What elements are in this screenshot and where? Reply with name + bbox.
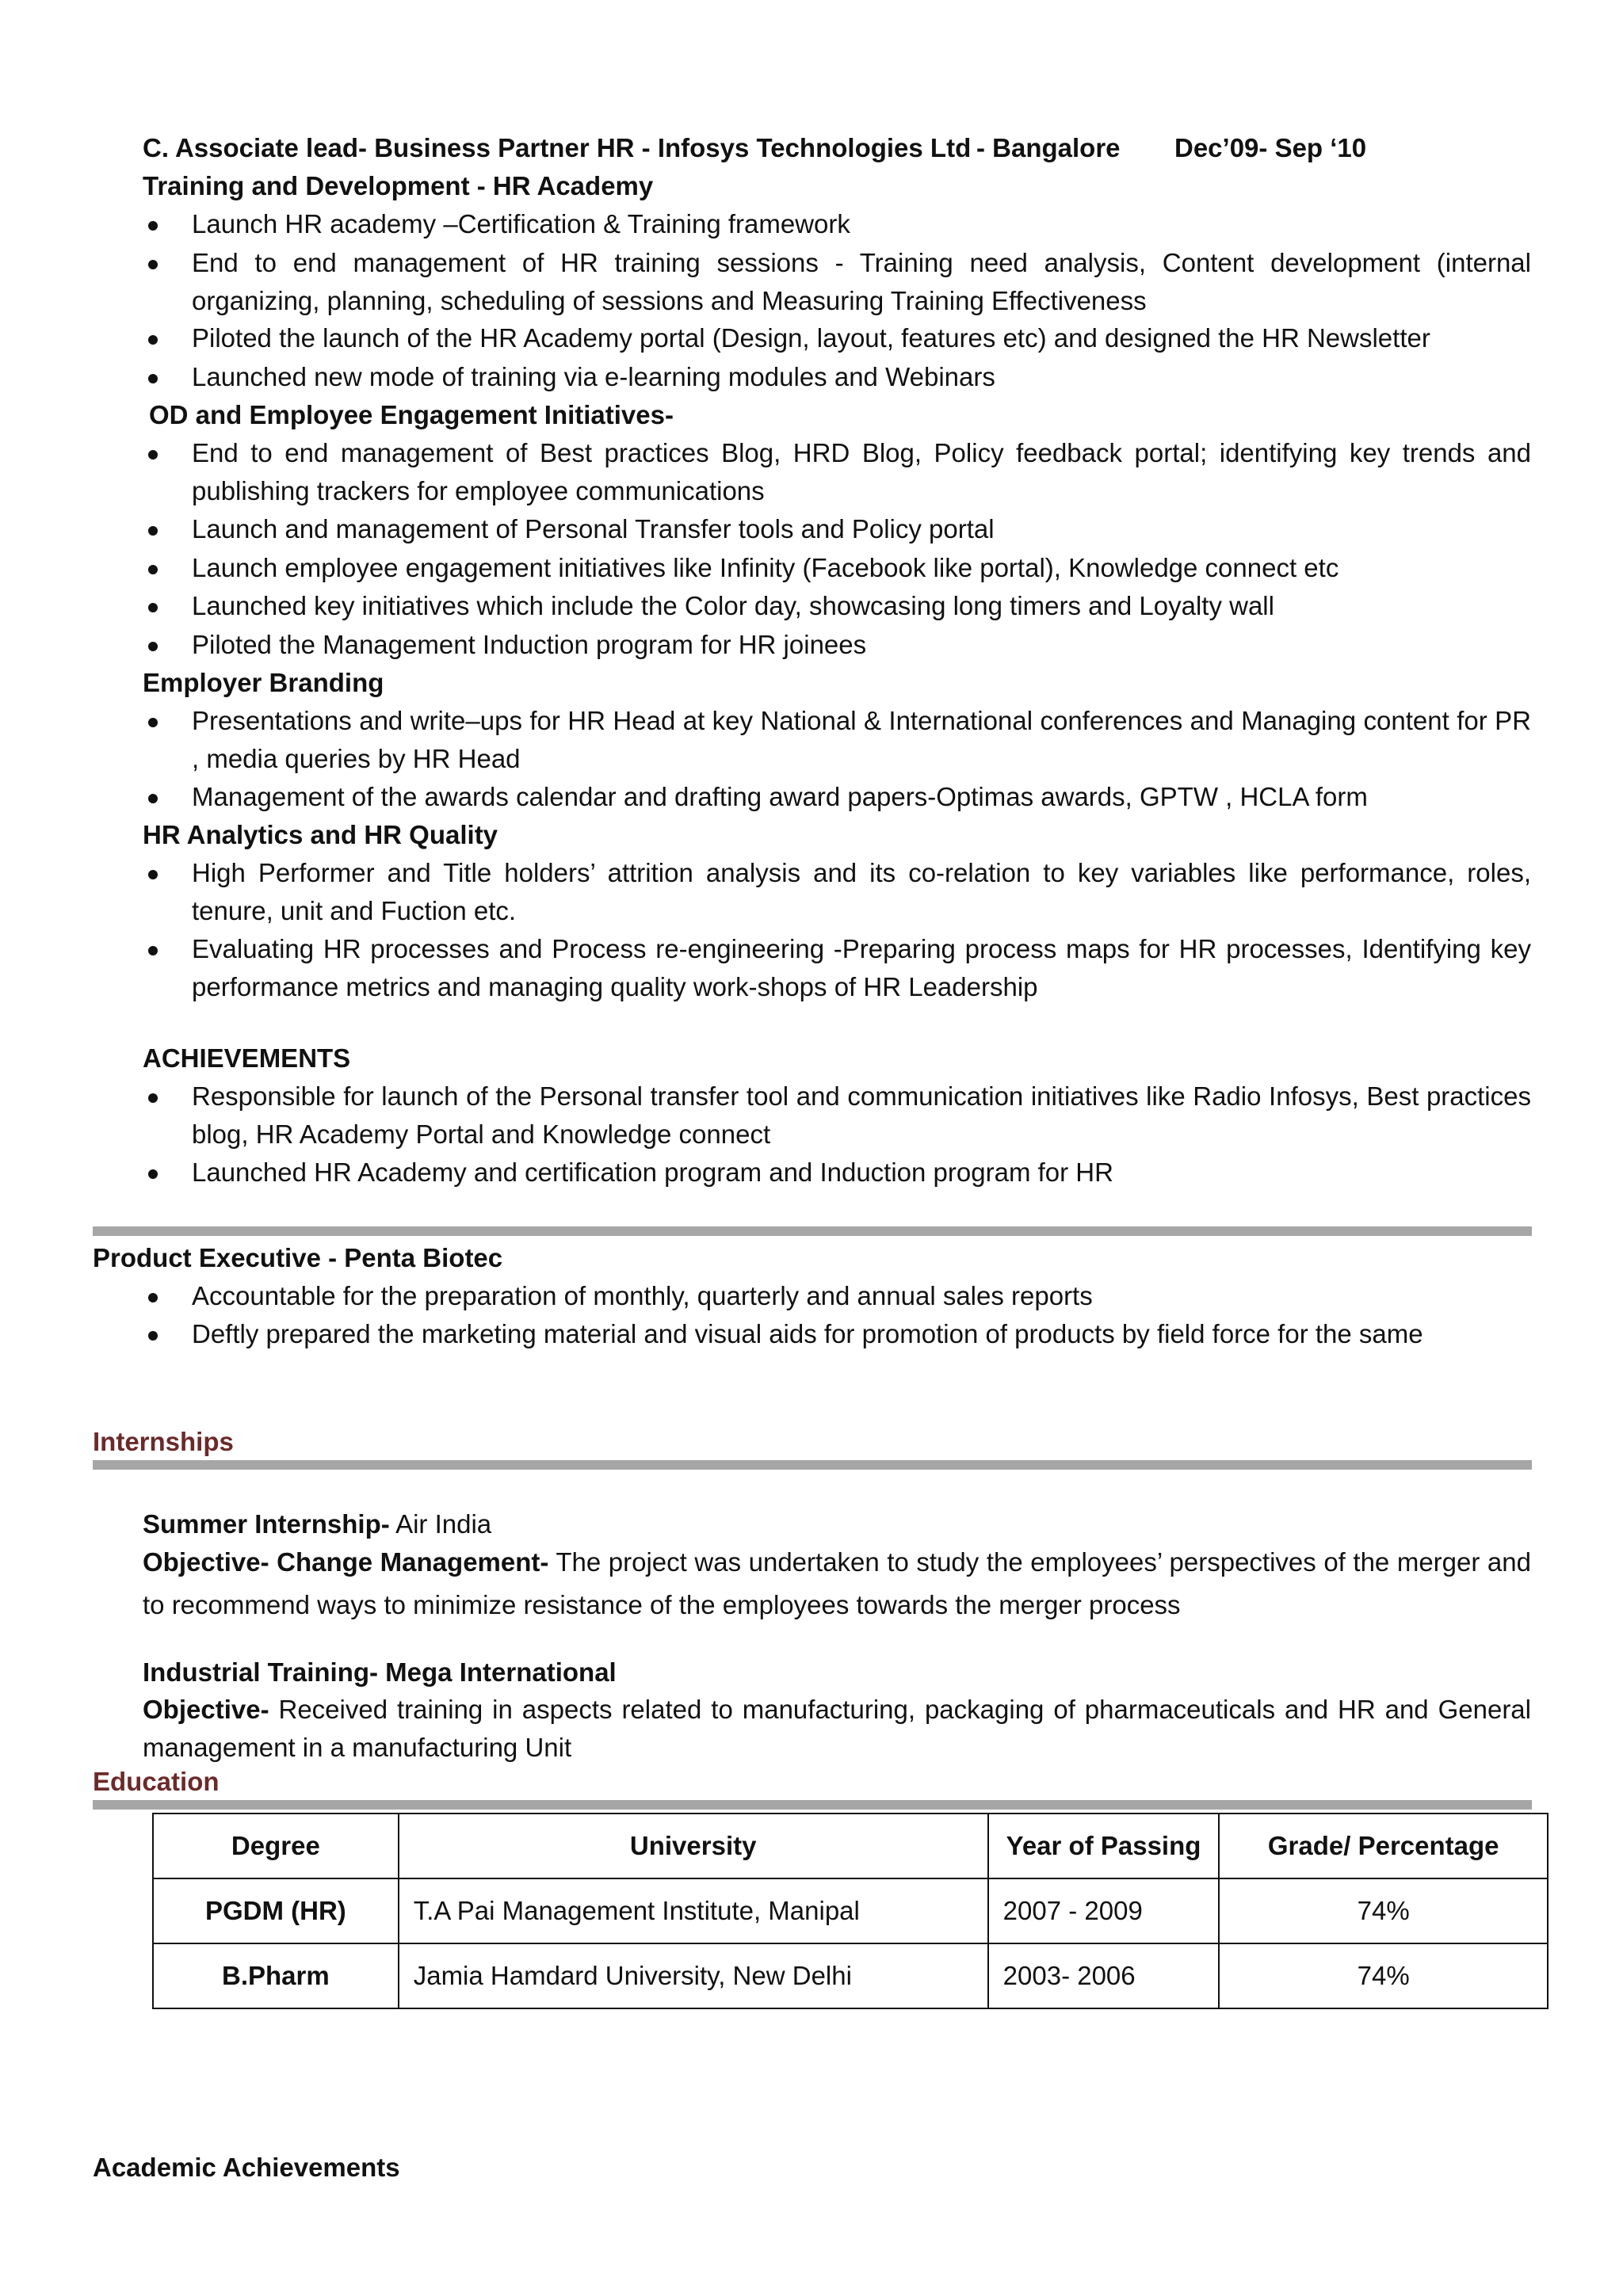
- training-heading: Training and Development - HR Academy: [143, 171, 654, 200]
- bullet-icon: [148, 335, 158, 345]
- education-heading: Education: [93, 1767, 220, 1796]
- job-dates: Dec’09- Sep ‘10: [1174, 133, 1367, 162]
- job-location: - Bangalore: [976, 133, 1121, 162]
- bullet-icon: [148, 565, 158, 574]
- list-item: Evaluating HR processes and Process re-engineering -Preparing process maps for HR processes, Identifying key performance metrics and managing quality work-shops of HR Leadership: [192, 934, 1531, 1001]
- summer-objective-label: Objective- Change Management-: [143, 1547, 549, 1577]
- bullet-icon: [148, 718, 158, 727]
- list-item: Launched HR Academy and certification program and Induction program for HR: [192, 1158, 1113, 1187]
- bullet-icon: [148, 450, 158, 460]
- table-row: [153, 1878, 1548, 1943]
- branding-heading: Employer Branding: [143, 668, 384, 697]
- table-header-row: [153, 1814, 1548, 1878]
- bullet-icon: [148, 1169, 158, 1179]
- job-title: C. Associate lead- Business Partner HR - Infosys Technologies Ltd: [143, 133, 972, 162]
- bullet-icon: [148, 794, 158, 803]
- industrial-heading: Industrial Training- Mega International: [143, 1657, 617, 1687]
- industrial-objective-label: Objective-: [143, 1695, 269, 1724]
- section-divider: [93, 1460, 1532, 1470]
- education-table: [152, 1813, 1549, 2009]
- list-item: Launched key initiatives which include the Color day, showcasing long timers and Loyalty wall: [192, 591, 1274, 620]
- list-item: Piloted the launch of the HR Academy portal (Design, layout, features etc) and designed the HR Newsletter: [192, 323, 1430, 353]
- column-header: Degree: [153, 1814, 399, 1878]
- bullet-icon: [148, 1093, 158, 1103]
- list-item: End to end management of HR training sessions - Training need analysis, Content development (internal organizing, planning, scheduling of sessions and Measuring Training Effectiveness: [192, 248, 1531, 315]
- bullet-icon: [148, 374, 158, 383]
- table-row: [153, 1943, 1548, 2008]
- od-heading: OD and Employee Engagement Initiatives-: [149, 400, 674, 429]
- table-cell: Jamia Hamdard University, New Delhi: [399, 1943, 988, 2008]
- bullet-icon: [148, 260, 158, 269]
- list-item: Piloted the Management Induction program for HR joinees: [192, 630, 867, 659]
- list-item: Launch employee engagement initiatives like Infinity (Facebook like portal), Knowledge connect etc: [192, 553, 1339, 582]
- academic-heading: Academic Achievements: [93, 2153, 400, 2182]
- table-cell: PGDM (HR): [153, 1878, 399, 1943]
- list-item: End to end management of Best practices Blog, HRD Blog, Policy feedback portal; identifying key trends and publishing trackers for employee communications: [192, 438, 1531, 505]
- summer-internship: [143, 1505, 491, 1543]
- list-item: Launch and management of Personal Transfer tools and Policy portal: [192, 514, 995, 543]
- list-item: Presentations and write–ups for HR Head at key National & International conferences and Managing content for PR , media queries by HR Head: [192, 706, 1531, 773]
- industrial-objective: [143, 1691, 1531, 1767]
- column-header: Grade/ Percentage: [1219, 1814, 1548, 1878]
- column-header: University: [399, 1814, 988, 1878]
- bullet-icon: [148, 526, 158, 536]
- summer-objective-text: The project was undertaken to study the employees’ perspectives of the merger and to recommend ways to minimize resistance of the employees towards the merger process: [143, 1547, 1531, 1619]
- list-item: Launch HR academy –Certification & Training framework: [192, 209, 850, 238]
- bullet-icon: [148, 1331, 158, 1341]
- bullet-icon: [148, 642, 158, 651]
- list-item: Launched new mode of training via e-learning modules and Webinars: [192, 362, 995, 391]
- list-item: Management of the awards calendar and drafting award papers-Optimas awards, GPTW , HCLA form: [192, 782, 1368, 811]
- bullet-icon: [148, 946, 158, 955]
- achievements-heading: ACHIEVEMENTS: [143, 1043, 351, 1073]
- table-cell: T.A Pai Management Institute, Manipal: [399, 1878, 988, 1943]
- table-cell: 2007 - 2009: [988, 1878, 1220, 1943]
- table-cell: 2003- 2006: [988, 1943, 1220, 2008]
- bullet-icon: [148, 1293, 158, 1302]
- section-divider: [93, 1226, 1532, 1236]
- summer-company: Air India: [389, 1509, 492, 1539]
- list-item: Accountable for the preparation of monthly, quarterly and annual sales reports: [192, 1281, 1093, 1310]
- industrial-objective-text: Received training in aspects related to manufacturing, packaging of pharmaceuticals and HR and General management in a manufacturing Unit: [143, 1695, 1531, 1762]
- summer-objective: [143, 1541, 1531, 1627]
- internships-heading: Internships: [93, 1427, 234, 1456]
- bullet-icon: [148, 221, 158, 231]
- analytics-heading: HR Analytics and HR Quality: [143, 820, 498, 849]
- bullet-icon: [148, 870, 158, 879]
- table-cell: B.Pharm: [153, 1943, 399, 2008]
- penta-heading: Product Executive - Penta Biotec: [93, 1243, 503, 1272]
- summer-label: Summer Internship-: [143, 1509, 390, 1539]
- section-divider: [93, 1800, 1532, 1810]
- table-cell: 74%: [1219, 1878, 1548, 1943]
- list-item: High Performer and Title holders’ attrition analysis and its co-relation to key variables like performance, roles, tenure, unit and Fuction etc.: [192, 858, 1531, 925]
- bullet-icon: [148, 603, 158, 612]
- list-item: Responsible for launch of the Personal transfer tool and communication initiatives like Radio Infosys, Best practices blog, HR Academy Portal and Knowledge connect: [192, 1081, 1531, 1149]
- list-item: Deftly prepared the marketing material and visual aids for promotion of products by field force for the same: [192, 1319, 1423, 1348]
- column-header: Year of Passing: [988, 1814, 1220, 1878]
- table-cell: 74%: [1219, 1943, 1548, 2008]
